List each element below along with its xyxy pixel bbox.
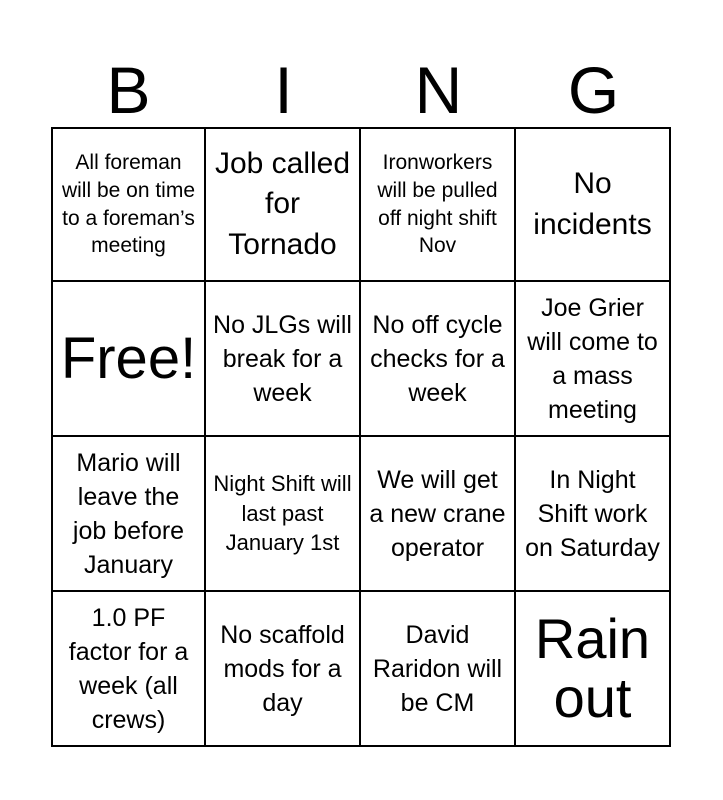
cell-text: Rain out [534,606,651,729]
bingo-cell[interactable] [206,592,361,747]
bingo-cell[interactable] [206,437,361,592]
cell-text: No incidents [533,167,652,241]
bingo-board [51,127,671,747]
cell-text: Free! [60,325,197,391]
bingo-cell[interactable] [516,282,671,437]
bingo-cell[interactable] [516,127,671,282]
bingo-cell[interactable] [361,437,516,592]
cell-text: Ironworkers will be pulled off night shift Nov [377,150,498,258]
cell-text: We will get a new crane operator [369,465,506,562]
bingo-cell[interactable] [51,437,206,592]
bingo-cell[interactable] [51,127,206,282]
bingo-cell[interactable] [516,592,671,747]
cell-text: Job called for Tornado [214,146,351,261]
bingo-cell[interactable] [206,282,361,437]
cell-text: Mario will leave the job before January [72,448,185,579]
free-space-cell[interactable] [51,282,206,437]
bingo-cell[interactable] [206,127,361,282]
bingo-cell[interactable] [361,282,516,437]
cell-text: 1.0 PF factor for a week (all crews) [68,603,189,734]
cell-text: David Raridon will be CM [372,620,503,717]
cell-text: No JLGs will break for a week [213,310,352,407]
bingo-cell[interactable] [361,592,516,747]
cell-text: Joe Grier will come to a mass meeting [527,293,658,424]
cell-text: No off cycle checks for a week [370,310,505,407]
header-letter-b: B [106,53,151,127]
cell-text: All foreman will be on time to a foreman’s meeting [61,150,196,258]
bingo-cell[interactable] [361,127,516,282]
header-letter-g: G [567,53,620,127]
bingo-cell[interactable] [516,437,671,592]
header-letter-n: N [414,53,463,127]
bingo-cell[interactable] [51,592,206,747]
bingo-header [51,52,671,128]
header-letter-i: I [274,53,293,127]
cell-text: Night Shift will last past January 1st [213,470,352,556]
cell-text: In Night Shift work on Saturday [525,465,660,562]
cell-text: No scaffold mods for a day [220,620,345,717]
